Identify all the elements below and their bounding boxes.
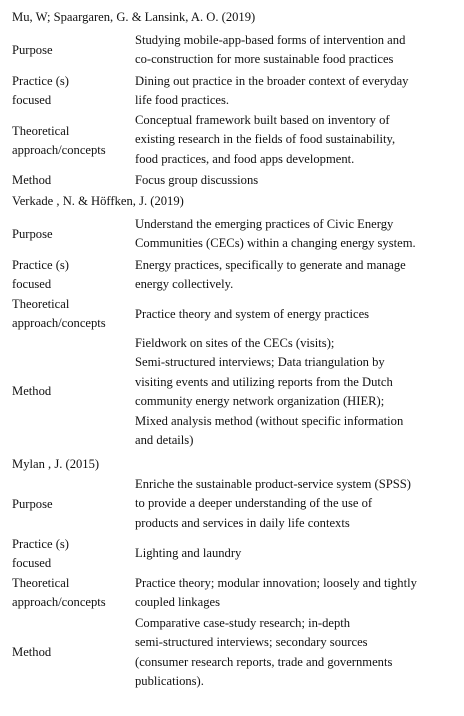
row-label: Purpose	[12, 227, 53, 241]
row-value: Practice theory and system of energy practices	[135, 307, 370, 321]
row-value: Fieldwork on sites of the CECs (visits); Semi-structured interviews; Data triangulation by visiting events and utilizing reports from the Dutch community energy network organization (HIER); Mixed analysis method (without specific information and details)	[135, 336, 404, 448]
row-label: Method	[12, 645, 52, 659]
row-label: Theoretical approach/concepts	[12, 576, 106, 610]
row-label: Theoretical approach/concepts	[12, 124, 106, 158]
row-value: Comparative case-study research; in-depth semi-structured interviews; secondary sources (consumer research reports, trade and governments publications).	[135, 616, 393, 689]
row-value: Focus group discussions	[135, 173, 259, 187]
row-label: Practice (s) focused	[12, 258, 69, 292]
row-value: Dining out practice in the broader context of everyday life food practices.	[135, 74, 409, 108]
row-label: Purpose	[12, 497, 53, 511]
row-value: Studying mobile-app-based forms of intervention and co-construction for more sustainable food practices	[135, 33, 406, 67]
row-value: Lighting and laundry	[135, 546, 242, 560]
row-value: Energy practices, specifically to generate and manage energy collectively.	[135, 258, 406, 292]
reference-citation: Mylan , J. (2015)	[12, 457, 100, 471]
row-label: Practice (s) focused	[12, 74, 69, 108]
row-label: Theoretical approach/concepts	[12, 297, 106, 331]
row-value: Understand the emerging practices of Civic Energy Communities (CECs) within a changing energy system.	[135, 217, 416, 251]
reference-citation: Mu, W; Spaargaren, G. & Lansink, A. O. (2019)	[12, 10, 256, 24]
row-label: Method	[12, 384, 52, 398]
row-label: Purpose	[12, 43, 53, 57]
row-label: Method	[12, 173, 52, 187]
row-label: Practice (s) focused	[12, 537, 69, 571]
row-value: Enriche the sustainable product-service system (SPSS) to provide a deeper understanding of the use of products and services in daily life contexts	[135, 477, 411, 530]
row-value: Practice theory; modular innovation; loosely and tightly coupled linkages	[135, 576, 417, 610]
row-value: Conceptual framework built based on inventory of existing research in the fields of food sustainability, food practices, and food apps development.	[135, 113, 396, 166]
reference-citation: Verkade , N. & Höffken, J. (2019)	[12, 194, 184, 208]
